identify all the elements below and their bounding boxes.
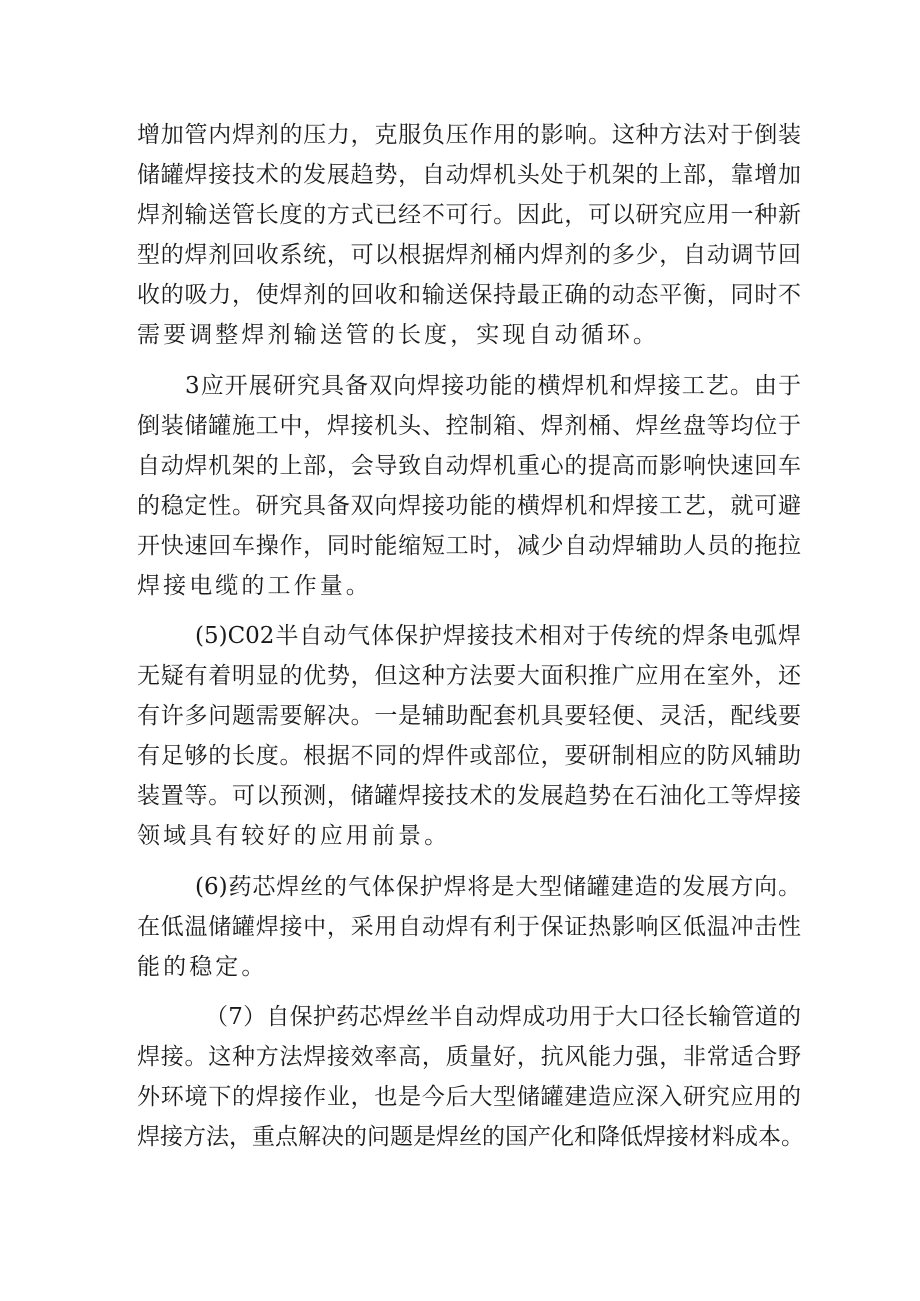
text-line: 型的焊剂回收系统，可以根据焊剂桶内焊剂的多少，自动调节回 <box>137 242 801 268</box>
text-line: (5)C02半自动气体保护焊接技术相对于传统的焊条电弧焊 <box>195 623 801 649</box>
text-line: 需要调整焊剂输送管的长度，实现自动循环。 <box>137 322 659 348</box>
text-line: 储罐焊接技术的发展趋势，自动焊机头处于机架的上部，靠增加 <box>137 162 801 188</box>
text-line: 倒装储罐施工中，焊接机头、控制箱、焊剂桶、焊丝盘等均位于 <box>137 413 801 439</box>
text-line: (6)药芯焊丝的气体保护焊将是大型储罐建造的发展方向。 <box>195 874 801 900</box>
text-line: 能的稳定。 <box>137 954 268 980</box>
text-line: （7）自保护药芯焊丝半自动焊成功用于大口径长输管道的 <box>205 1004 801 1030</box>
text-line: 有足够的长度。根据不同的焊件或部位，要研制相应的防风辅助 <box>137 743 801 769</box>
text-line: 开快速回车操作，同时能缩短工时，减少自动焊辅助人员的拖拉 <box>137 533 801 559</box>
text-line: 焊剂输送管长度的方式已经不可行。因此，可以研究应用一种新 <box>137 202 801 228</box>
text-line: 装置等。可以预测，储罐焊接技术的发展趋势在石油化工等焊接 <box>137 783 801 809</box>
text-line: 焊接。这种方法焊接效率高，质量好，抗风能力强，非常适合野 <box>137 1044 801 1070</box>
text-line: 有许多问题需要解决。一是辅助配套机具要轻便、灵活，配线要 <box>137 703 801 729</box>
text-line: 在低温储罐焊接中，采用自动焊有利于保证热影响区低温冲击性 <box>137 914 801 940</box>
text-line: 焊接电缆的工作量。 <box>137 573 372 599</box>
text-line: 自动焊机架的上部，会导致自动焊机重心的提高而影响快速回车 <box>137 453 801 479</box>
text-line: 3应开展研究具备双向焊接功能的横焊机和焊接工艺。由于 <box>185 373 801 399</box>
text-line: 焊接方法，重点解决的问题是焊丝的国产化和降低焊接材料成本。 <box>137 1124 804 1150</box>
text-line: 领域具有较好的应用前景。 <box>137 823 451 849</box>
text-line: 无疑有着明显的优势，但这种方法要大面积推广应用在室外，还 <box>137 663 801 689</box>
text-line: 收的吸力，使焊剂的回收和输送保持最正确的动态平衡，同时不 <box>137 282 801 308</box>
text-line: 外环境下的焊接作业，也是今后大型储罐建造应深入研究应用的 <box>137 1084 801 1110</box>
text-line: 增加管内焊剂的压力，克服负压作用的影响。这种方法对于倒装 <box>137 122 801 148</box>
text-line: 的稳定性。研究具备双向焊接功能的横焊机和焊接工艺，就可避 <box>137 493 801 519</box>
